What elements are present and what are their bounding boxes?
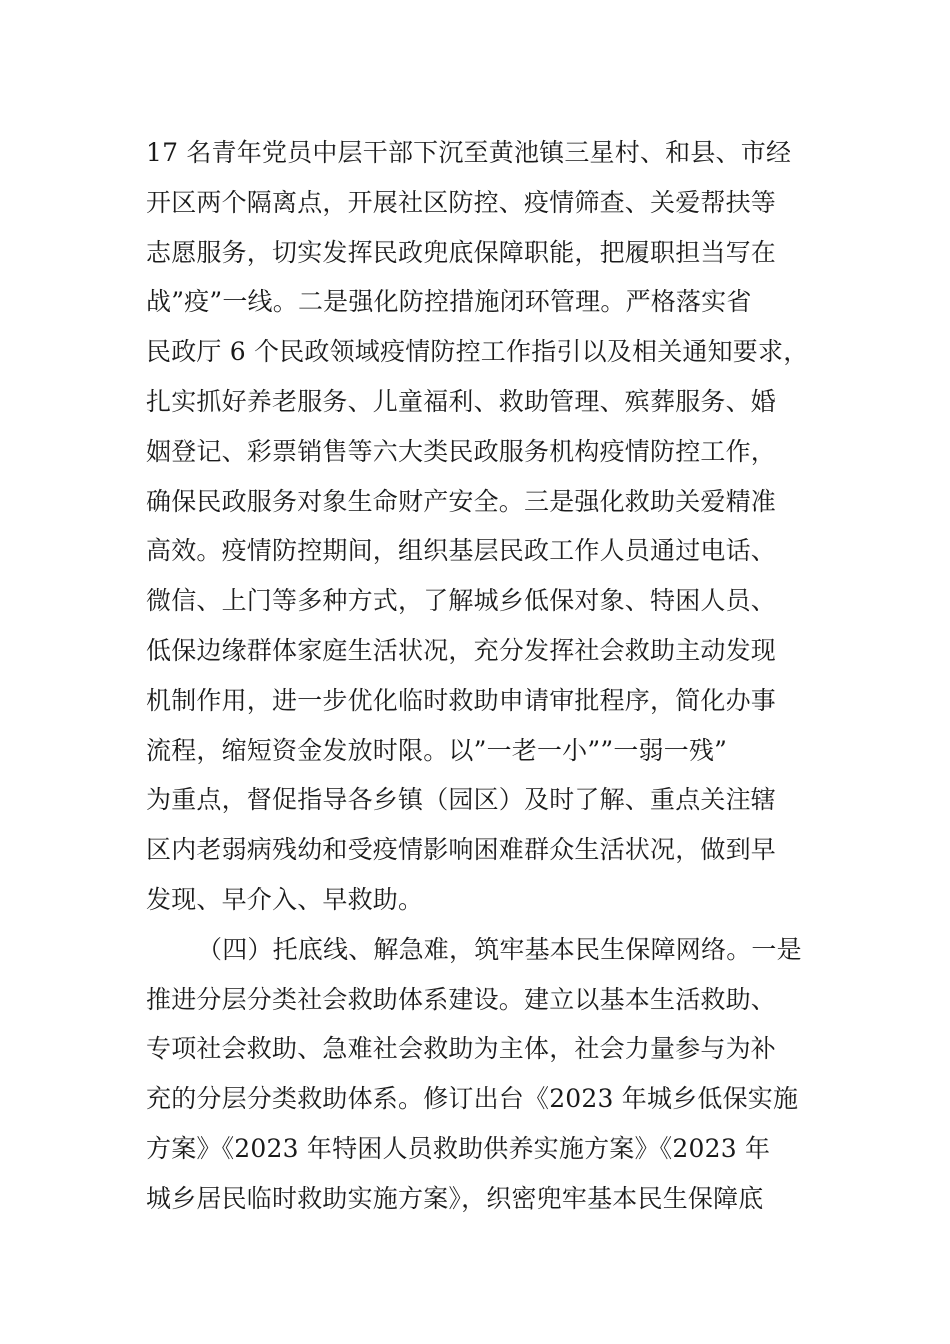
text-line: 流程，缩短资金发放时限。以”一老一小””一弱一残” — [146, 735, 728, 765]
text-line: 战”疫”一线。二是强化防控措施闭环管理。严格落实省 — [146, 287, 752, 317]
text-line: 志愿服务，切实发挥民政兜底保障职能，把履职担当写在 — [146, 237, 777, 267]
text-line: 民政厅 6 个民政领域疫情防控工作指引以及相关通知要求， — [146, 337, 809, 367]
section-heading-line: （四）托底线、解急难，筑牢基本民生保障网络。一是 — [197, 934, 802, 964]
text-line: 确保民政服务对象生命财产安全。三是强化救助关爱精准 — [146, 486, 777, 516]
text-line: 低保边缘群体家庭生活状况，充分发挥社会救助主动发现 — [146, 635, 777, 665]
text-line: 姻登记、彩票销售等六大类民政服务机构疫情防控工作， — [146, 436, 777, 466]
text-line: 城乡居民临时救助实施方案》，织密兜牢基本民生保障底 — [146, 1183, 764, 1213]
text-line: 为重点，督促指导各乡镇（园区）及时了解、重点关注辖 — [146, 785, 777, 815]
text-line: 推进分层分类社会救助体系建设。建立以基本生活救助、 — [146, 984, 777, 1014]
text-line: 高效。疫情防控期间，组织基层民政工作人员通过电话、 — [146, 536, 777, 566]
text-line: 微信、上门等多种方式，了解城乡低保对象、特困人员、 — [146, 586, 777, 616]
text-line: 方案》《2023 年特困人员救助供养实施方案》《2023 年 — [146, 1133, 771, 1163]
text-line: 发现、早介入、早救助。 — [146, 884, 424, 914]
text-line: 机制作用，进一步优化临时救助申请审批程序，简化办事 — [146, 685, 777, 715]
text-line: 专项社会救助、急难社会救助为主体，社会力量参与为补 — [146, 1034, 777, 1064]
text-line: 充的分层分类救助体系。修订出台《2023 年城乡低保实施 — [146, 1084, 799, 1114]
text-line: 扎实抓好养老服务、儿童福利、救助管理、殡葬服务、婚 — [146, 386, 777, 416]
body-text — [146, 128, 836, 1224]
text-line: 开区两个隔离点，开展社区防控、疫情筛查、关爱帮扶等 — [146, 187, 777, 217]
text-line: 17 名青年党员中层干部下沉至黄池镇三星村、和县、市经 — [146, 138, 792, 167]
text-line: 区内老弱病残幼和受疫情影响困难群众生活状况，做到早 — [146, 835, 777, 865]
